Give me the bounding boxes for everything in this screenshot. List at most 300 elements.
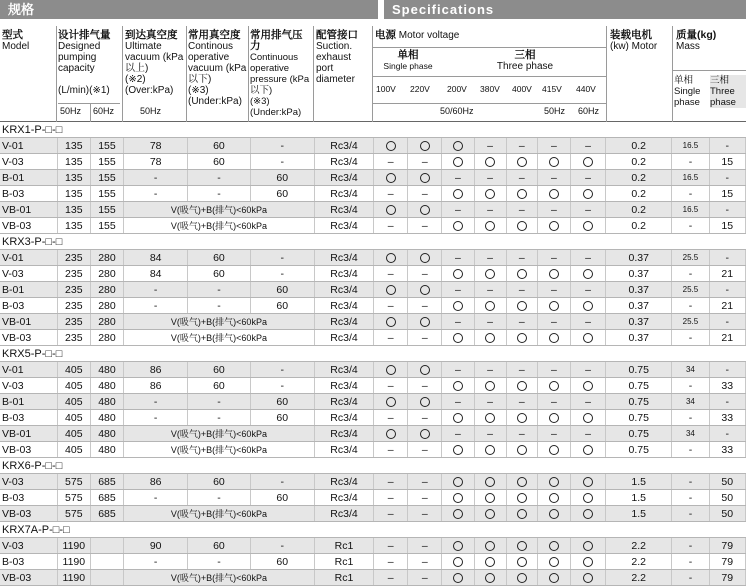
vb-combined-cell: V(吸气)+B(排气)<60kPa	[124, 570, 315, 586]
group-name: KRX7A-P-□-□	[0, 522, 746, 538]
voltage-cell	[570, 186, 605, 202]
availability-circle-icon	[549, 381, 559, 391]
port-cell: Rc3/4	[314, 410, 373, 426]
voltage-cell: –	[474, 426, 506, 442]
pump-60hz-cell: 155	[90, 218, 123, 234]
voltage-cell: –	[570, 394, 605, 410]
voltage-cell: –	[474, 394, 506, 410]
voltage-cell: –	[408, 538, 442, 554]
freq-rule	[372, 103, 606, 104]
availability-circle-icon	[386, 205, 396, 215]
availability-circle-icon	[549, 333, 559, 343]
cont-pressure-cell: 60	[250, 186, 314, 202]
pump-60hz-cell: 480	[90, 442, 123, 458]
voltage-cell	[537, 554, 570, 570]
voltage-cell	[570, 554, 605, 570]
model-cell: VB-03	[0, 570, 57, 586]
cont-pressure-cell: -	[250, 474, 314, 490]
voltage-cell: –	[408, 554, 442, 570]
availability-circle-icon	[549, 509, 559, 519]
mass-single-cell: -	[672, 442, 709, 458]
mass-three-cell: -	[709, 170, 745, 186]
voltage-cell: –	[537, 394, 570, 410]
voltage-cell	[442, 410, 474, 426]
motor-cell: 2.2	[606, 570, 672, 586]
voltage-cell	[537, 378, 570, 394]
mass-three-cell: -	[709, 362, 745, 378]
hdr-vline	[90, 103, 91, 122]
mass-single-cell: 25.5	[672, 250, 709, 266]
voltage-cell: –	[570, 282, 605, 298]
pump-60hz-cell: 280	[90, 314, 123, 330]
ultimate-vacuum-cell: 90	[124, 538, 188, 554]
port-cell: Rc3/4	[314, 138, 373, 154]
voltage-cell	[474, 474, 506, 490]
pump-60hz-cell	[90, 570, 123, 586]
voltage-cell	[442, 266, 474, 282]
voltage-cell	[506, 410, 537, 426]
mass-three-cell: -	[709, 314, 745, 330]
voltage-cell: –	[474, 314, 506, 330]
voltage-cell	[408, 170, 442, 186]
mass-three-cell: 50	[709, 506, 745, 522]
pump-60hz-cell: 155	[90, 186, 123, 202]
pump-60hz-cell: 480	[90, 378, 123, 394]
voltage-cell: –	[506, 250, 537, 266]
availability-circle-icon	[386, 285, 396, 295]
hz-rule	[58, 103, 120, 104]
table-row	[0, 554, 746, 570]
port-cell: Rc3/4	[314, 170, 373, 186]
voltage-cell	[537, 298, 570, 314]
mass-single-cell: -	[672, 186, 709, 202]
availability-circle-icon	[583, 477, 593, 487]
availability-circle-icon	[485, 573, 495, 583]
table-row	[0, 474, 746, 490]
availability-circle-icon	[583, 381, 593, 391]
voltage-cell	[374, 314, 408, 330]
availability-circle-icon	[583, 493, 593, 503]
voltage-cell: –	[408, 298, 442, 314]
cont-vacuum-cell: -	[188, 298, 250, 314]
voltage-cell	[506, 266, 537, 282]
voltage-cell: –	[474, 202, 506, 218]
voltage-cell	[537, 506, 570, 522]
voltage-cell: –	[408, 266, 442, 282]
motor-cell: 0.37	[606, 250, 672, 266]
availability-circle-icon	[453, 509, 463, 519]
group-row	[0, 346, 746, 362]
voltage-cell	[374, 202, 408, 218]
hdr-vline	[122, 26, 123, 122]
mass-single-header: 单相 Single phase	[674, 75, 701, 108]
port-cell: Rc3/4	[314, 394, 373, 410]
cont-pressure-cell: -	[250, 378, 314, 394]
voltage-cell	[506, 330, 537, 346]
availability-circle-icon	[453, 189, 463, 199]
availability-circle-icon	[420, 397, 430, 407]
availability-circle-icon	[420, 205, 430, 215]
vb-combined-cell: V(吸气)+B(排气)<60kPa	[124, 202, 315, 218]
motor-cell: 1.5	[606, 474, 672, 490]
single-phase-header: 单相 Single phase	[383, 49, 433, 71]
mass-single-cell: 16.5	[672, 202, 709, 218]
voltage-cell	[537, 218, 570, 234]
model-cell: B-01	[0, 282, 57, 298]
hz60-label: 60Hz	[93, 106, 115, 116]
motor-cell: 2.2	[606, 554, 672, 570]
cont-vacuum-cell: -	[188, 410, 250, 426]
voltage-cell: –	[374, 442, 408, 458]
voltage-cell: –	[442, 250, 474, 266]
pump-60hz-cell: 685	[90, 474, 123, 490]
hdr-vline	[56, 26, 57, 122]
voltage-cell	[506, 506, 537, 522]
availability-circle-icon	[485, 493, 495, 503]
voltage-cell	[408, 394, 442, 410]
availability-circle-icon	[517, 189, 527, 199]
mass-three-header: 三相 Three phase	[710, 75, 746, 108]
availability-circle-icon	[517, 557, 527, 567]
ultimate-header: 到达真空度 Ultimate vacuum (kPa以上) (※2) (Over:kPa)	[125, 29, 184, 96]
model-cell: B-03	[0, 186, 57, 202]
voltage-cell: –	[570, 314, 605, 330]
table-row	[0, 298, 746, 314]
cont-pressure-cell: 60	[250, 410, 314, 426]
voltage-cell: –	[408, 570, 442, 586]
vb-combined-cell: V(吸气)+B(排气)<60kPa	[124, 314, 315, 330]
voltage-cell: –	[408, 474, 442, 490]
port-header: 配管接口 Suction. exhaust port diameter	[316, 29, 358, 85]
pump-50hz-cell: 135	[57, 170, 90, 186]
mass-single-cell: -	[672, 330, 709, 346]
group-row	[0, 122, 746, 138]
voltage-cell	[374, 362, 408, 378]
availability-circle-icon	[453, 157, 463, 167]
voltage-cell	[442, 570, 474, 586]
voltage-cell: –	[374, 474, 408, 490]
pump-50hz-cell: 405	[57, 442, 90, 458]
pump-50hz-cell: 135	[57, 202, 90, 218]
hdr-vline	[186, 26, 187, 122]
pump-50hz-cell: 405	[57, 394, 90, 410]
pump-50hz-cell: 575	[57, 474, 90, 490]
pump-50hz-cell: 235	[57, 314, 90, 330]
voltage-cell	[570, 154, 605, 170]
voltage-cell: –	[442, 362, 474, 378]
voltage-cell: –	[408, 410, 442, 426]
cont-vacuum-cell: 60	[188, 154, 250, 170]
cont-pressure-cell: -	[250, 154, 314, 170]
availability-circle-icon	[420, 141, 430, 151]
voltage-cell	[506, 474, 537, 490]
ultimate-vacuum-cell: 86	[124, 362, 188, 378]
model-cell: VB-03	[0, 442, 57, 458]
motor-cell: 2.2	[606, 538, 672, 554]
pump-50hz-cell: 235	[57, 266, 90, 282]
voltage-cell	[537, 490, 570, 506]
availability-circle-icon	[549, 445, 559, 455]
motor-cell: 0.75	[606, 378, 672, 394]
voltage-cell	[506, 378, 537, 394]
mass-three-cell: -	[709, 282, 745, 298]
availability-circle-icon	[453, 573, 463, 583]
voltage-cell: –	[442, 202, 474, 218]
voltage-cell: –	[537, 362, 570, 378]
voltage-cell	[408, 426, 442, 442]
mass-single-cell: 25.5	[672, 314, 709, 330]
mass-single-cell: -	[672, 554, 709, 570]
voltage-cell: –	[506, 282, 537, 298]
availability-circle-icon	[453, 413, 463, 423]
ultimate-vacuum-cell: -	[124, 170, 188, 186]
table-row	[0, 266, 746, 282]
cont-vacuum-header: 常用真空度 Continous operative vacuum (kPa以下) (※3) (Under:kPa)	[188, 29, 247, 107]
voltage-cell	[474, 266, 506, 282]
port-cell: Rc3/4	[314, 474, 373, 490]
model-cell: V-03	[0, 266, 57, 282]
availability-circle-icon	[549, 557, 559, 567]
voltage-cell: –	[408, 442, 442, 458]
voltage-cell: –	[537, 138, 570, 154]
cont-pressure-cell: -	[250, 138, 314, 154]
cont-vacuum-cell: 60	[188, 378, 250, 394]
availability-circle-icon	[485, 477, 495, 487]
port-cell: Rc3/4	[314, 378, 373, 394]
port-cell: Rc3/4	[314, 442, 373, 458]
availability-circle-icon	[453, 221, 463, 231]
voltage-cell	[506, 490, 537, 506]
pump-50hz-cell: 1190	[57, 570, 90, 586]
port-cell: Rc1	[314, 538, 373, 554]
voltage-cell	[506, 154, 537, 170]
pump-50hz-cell: 235	[57, 330, 90, 346]
voltage-cell	[570, 218, 605, 234]
availability-circle-icon	[453, 333, 463, 343]
voltage-cell: –	[408, 186, 442, 202]
model-cell: VB-01	[0, 426, 57, 442]
mass-single-cell: -	[672, 538, 709, 554]
table-row	[0, 426, 746, 442]
voltage-cell	[537, 266, 570, 282]
table-row	[0, 314, 746, 330]
port-cell: Rc3/4	[314, 186, 373, 202]
availability-circle-icon	[583, 573, 593, 583]
cont-vacuum-cell: 60	[188, 138, 250, 154]
availability-circle-icon	[517, 573, 527, 583]
availability-circle-icon	[583, 221, 593, 231]
pump-50hz-cell: 1190	[57, 538, 90, 554]
model-cell: B-03	[0, 298, 57, 314]
availability-circle-icon	[549, 541, 559, 551]
mass-three-cell: -	[709, 250, 745, 266]
ultimate-vacuum-cell: -	[124, 410, 188, 426]
voltage-cell: –	[506, 362, 537, 378]
mass-three-cell: -	[709, 426, 745, 442]
mass-three-cell: 33	[709, 378, 745, 394]
vb-combined-cell: V(吸气)+B(排气)<60kPa	[124, 426, 315, 442]
mass-single-cell: -	[672, 378, 709, 394]
motor-cell: 0.2	[606, 170, 672, 186]
ultimate-vacuum-cell: -	[124, 282, 188, 298]
ultimate-vacuum-cell: -	[124, 394, 188, 410]
voltage-cell	[408, 250, 442, 266]
voltage-cell: –	[570, 362, 605, 378]
voltage-cell: –	[570, 138, 605, 154]
availability-circle-icon	[453, 269, 463, 279]
port-cell: Rc3/4	[314, 362, 373, 378]
cont-vacuum-cell: -	[188, 554, 250, 570]
mass-single-cell: 34	[672, 394, 709, 410]
voltage-cell	[474, 330, 506, 346]
model-cell: V-03	[0, 154, 57, 170]
availability-circle-icon	[453, 493, 463, 503]
voltage-cell	[537, 154, 570, 170]
motor-cell: 0.2	[606, 218, 672, 234]
availability-circle-icon	[583, 333, 593, 343]
voltage-cell	[442, 186, 474, 202]
pump-60hz-cell: 480	[90, 362, 123, 378]
ultimate-vacuum-cell: -	[124, 186, 188, 202]
availability-circle-icon	[386, 365, 396, 375]
table-row	[0, 570, 746, 586]
voltage-cell	[570, 538, 605, 554]
pump-50hz-cell: 235	[57, 282, 90, 298]
voltage-cell	[474, 154, 506, 170]
mass-single-cell: -	[672, 218, 709, 234]
availability-circle-icon	[485, 301, 495, 311]
motor-cell: 0.37	[606, 266, 672, 282]
pump-60hz-cell: 685	[90, 506, 123, 522]
availability-circle-icon	[583, 269, 593, 279]
freq-50: 50Hz	[544, 106, 566, 116]
group-row	[0, 234, 746, 250]
port-cell: Rc3/4	[314, 314, 373, 330]
voltage-cell: –	[374, 218, 408, 234]
voltage-cell: –	[374, 538, 408, 554]
availability-circle-icon	[517, 477, 527, 487]
cont-pressure-cell: 60	[250, 298, 314, 314]
voltage-cell: –	[537, 314, 570, 330]
port-cell: Rc3/4	[314, 266, 373, 282]
voltage-cell	[570, 442, 605, 458]
voltage-cell	[408, 314, 442, 330]
voltage-cell	[474, 570, 506, 586]
voltage-cell	[506, 186, 537, 202]
model-cell: B-03	[0, 410, 57, 426]
pump-60hz-cell: 480	[90, 426, 123, 442]
availability-circle-icon	[583, 509, 593, 519]
voltage-cell: –	[374, 554, 408, 570]
mass-three-cell: 15	[709, 186, 745, 202]
pump-60hz-cell: 155	[90, 154, 123, 170]
hdr-vline	[248, 26, 249, 122]
pump-60hz-cell: 280	[90, 282, 123, 298]
cont-pressure-cell: 60	[250, 394, 314, 410]
table-row	[0, 506, 746, 522]
group-name: KRX5-P-□-□	[0, 346, 746, 362]
voltage-cell: –	[537, 170, 570, 186]
voltage-cell: –	[374, 490, 408, 506]
voltage-cell: –	[506, 202, 537, 218]
group-name: KRX1-P-□-□	[0, 122, 746, 138]
table-row	[0, 410, 746, 426]
table-row	[0, 282, 746, 298]
pump-50hz-cell: 1190	[57, 554, 90, 570]
pump-60hz-cell: 155	[90, 202, 123, 218]
table-row	[0, 490, 746, 506]
voltage-cell	[442, 538, 474, 554]
motor-cell: 0.75	[606, 394, 672, 410]
voltage-cell: –	[474, 282, 506, 298]
availability-circle-icon	[517, 413, 527, 423]
voltage-cell	[442, 442, 474, 458]
hz50-label: 50Hz	[60, 106, 82, 116]
availability-circle-icon	[549, 413, 559, 423]
voltage-cell	[474, 410, 506, 426]
table-row	[0, 218, 746, 234]
voltage-cell	[506, 442, 537, 458]
availability-circle-icon	[517, 493, 527, 503]
pump-50hz-cell: 405	[57, 362, 90, 378]
mass-header: 质量(kg) Mass	[676, 29, 717, 52]
port-cell: Rc3/4	[314, 282, 373, 298]
table-row	[0, 378, 746, 394]
availability-circle-icon	[420, 365, 430, 375]
left-title-bar	[0, 0, 378, 19]
group-name: KRX6-P-□-□	[0, 458, 746, 474]
availability-circle-icon	[485, 221, 495, 231]
voltage-cell	[474, 506, 506, 522]
availability-circle-icon	[485, 333, 495, 343]
voltage-cell: –	[374, 506, 408, 522]
motor-cell: 0.2	[606, 186, 672, 202]
pump-50hz-cell: 575	[57, 490, 90, 506]
voltage-cell	[537, 186, 570, 202]
voltage-cell	[374, 394, 408, 410]
port-cell: Rc3/4	[314, 154, 373, 170]
voltage-cell: –	[374, 570, 408, 586]
mass-three-cell: 50	[709, 490, 745, 506]
availability-circle-icon	[583, 445, 593, 455]
voltage-cell	[442, 298, 474, 314]
mass-single-cell: -	[672, 506, 709, 522]
voltage-cell	[474, 490, 506, 506]
availability-circle-icon	[453, 381, 463, 391]
table-row	[0, 442, 746, 458]
voltage-cell: –	[442, 426, 474, 442]
freq-60: 60Hz	[578, 106, 600, 116]
port-cell: Rc3/4	[314, 250, 373, 266]
cont-pressure-header: 常用排气压力 Continuous operative pressure (kPa以下) (※3) (Under:kPa)	[250, 29, 310, 118]
voltage-cell	[570, 410, 605, 426]
availability-circle-icon	[583, 157, 593, 167]
cont-vacuum-cell: 60	[188, 250, 250, 266]
availability-circle-icon	[485, 413, 495, 423]
mass-three-cell: -	[709, 202, 745, 218]
model-cell: V-01	[0, 250, 57, 266]
mass-three-cell: 15	[709, 218, 745, 234]
voltage-cell	[570, 298, 605, 314]
mass-three-cell: 21	[709, 330, 745, 346]
availability-circle-icon	[453, 477, 463, 487]
cont-pressure-cell: -	[250, 250, 314, 266]
hdr-vline	[313, 26, 314, 122]
motor-cell: 0.2	[606, 138, 672, 154]
motor-cell: 0.75	[606, 362, 672, 378]
port-cell: Rc3/4	[314, 202, 373, 218]
voltage-cell	[408, 282, 442, 298]
